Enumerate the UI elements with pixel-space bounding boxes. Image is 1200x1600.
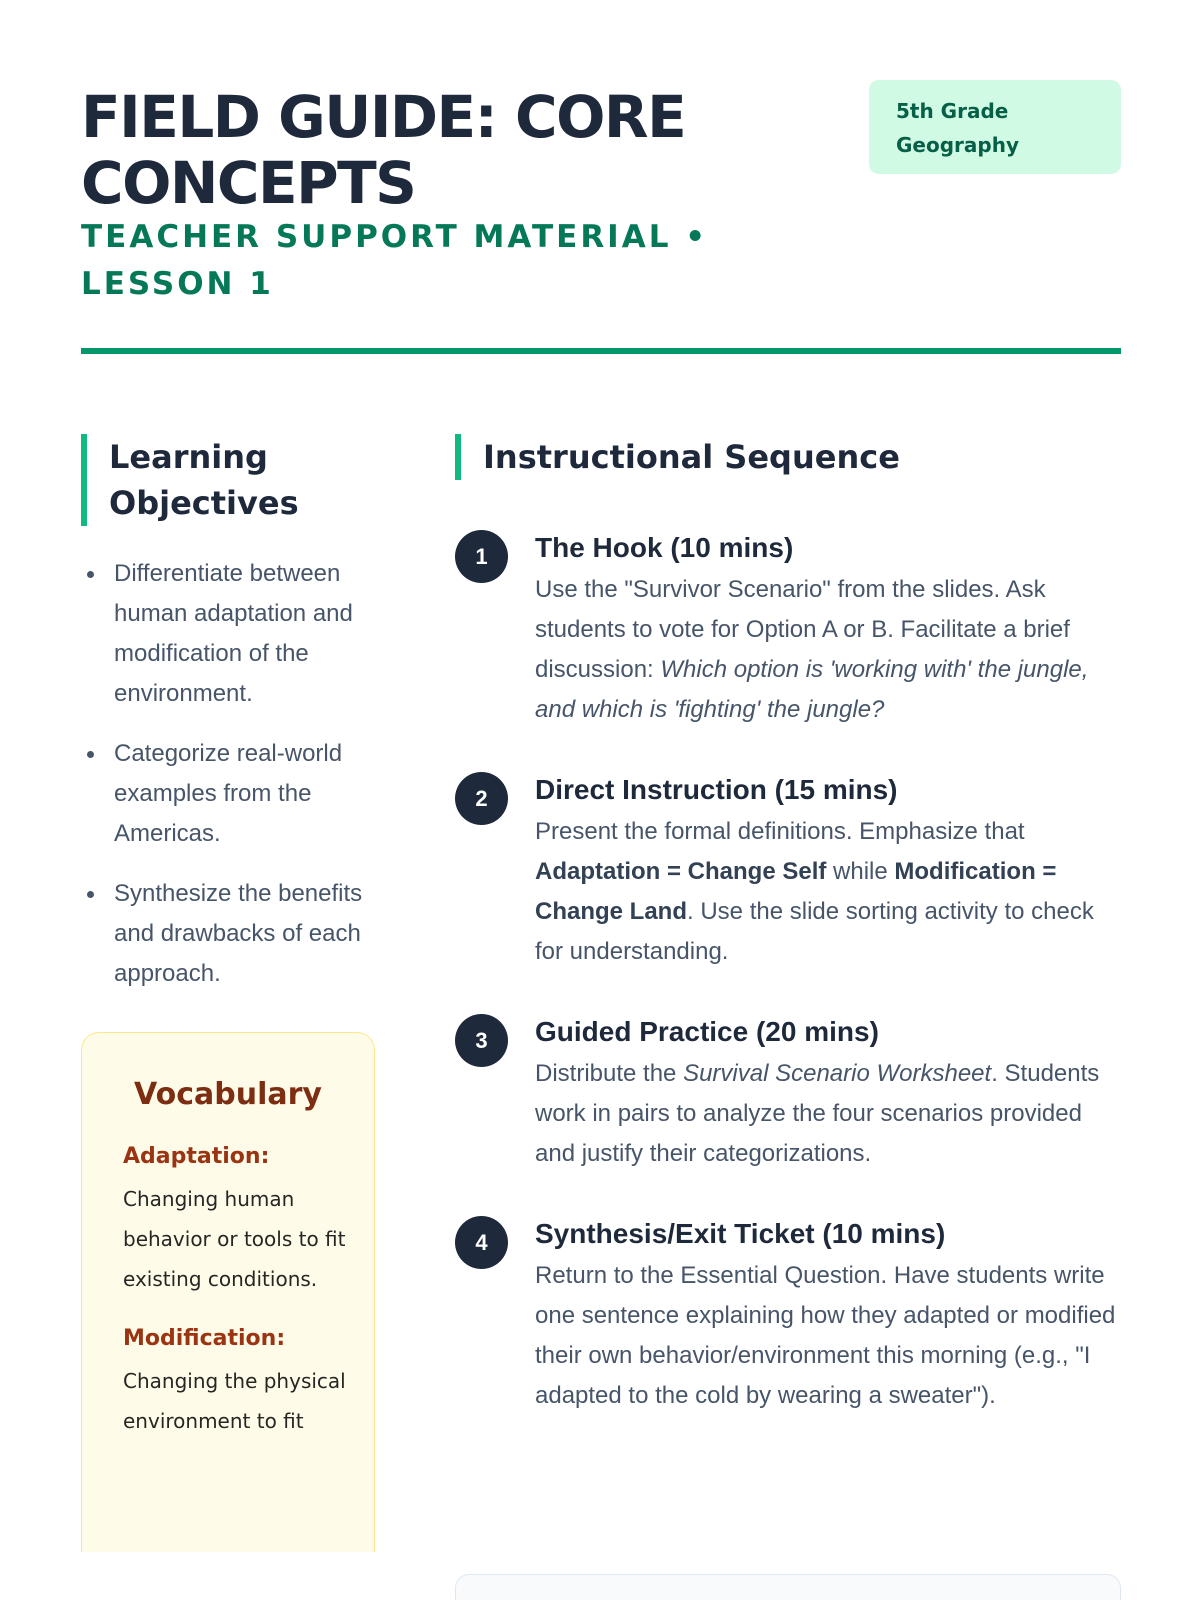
vocab-term: Modification: xyxy=(123,1326,286,1351)
page-title: FIELD GUIDE: CORE CONCEPTS xyxy=(81,83,686,217)
right-column xyxy=(455,434,1121,1456)
step-text: while xyxy=(826,858,895,885)
step-body xyxy=(535,1256,1121,1416)
step-text: . Students work in pairs to analyze the four scenarios provided and justify their categorizations. xyxy=(535,1060,1100,1167)
objective-text: Categorize real-world examples from the Americas. xyxy=(114,740,343,847)
bullet-icon xyxy=(87,891,94,898)
vocabulary-heading: Vocabulary xyxy=(134,1077,322,1112)
objectives-heading: Learning Objectives xyxy=(81,434,375,526)
vocab-term: Adaptation: xyxy=(123,1144,270,1169)
step-bold-text: Modification = Change Land xyxy=(535,858,1057,925)
grade-badge: 5th Grade Geography xyxy=(869,80,1121,174)
page-subtitle: TEACHER SUPPORT MATERIAL • LESSON 1 xyxy=(81,219,709,302)
step-text: Return to the Essential Question. Have students write one sentence explaining how they adapted or modified their own behavior/environment this morning (e.g., "I adapted to the cold by wearing a sweater"). xyxy=(535,1262,1116,1409)
step-item xyxy=(455,1012,1121,1174)
vocabulary-box xyxy=(81,1032,375,1552)
step-item xyxy=(455,528,1121,730)
step-number-badge: 2 xyxy=(455,772,508,825)
step-number-badge: 1 xyxy=(455,530,508,583)
header-divider xyxy=(81,348,1121,354)
vocab-definition: Changing human behavior or tools to fit existing conditions. xyxy=(123,1187,346,1291)
step-text: . Use the slide sorting activity to check for understanding. xyxy=(535,898,1094,965)
objective-text: Synthesize the benefits and drawbacks of each approach. xyxy=(114,880,363,987)
step-title: Guided Practice (20 mins) xyxy=(535,1016,879,1047)
list-item xyxy=(81,874,375,994)
objective-text: Differentiate between human adaptation and modification of the environment. xyxy=(114,560,353,707)
step-item xyxy=(455,770,1121,972)
document-header xyxy=(81,80,1121,350)
objectives-list xyxy=(81,554,375,994)
step-text: Distribute the xyxy=(535,1060,684,1087)
step-number-badge: 3 xyxy=(455,1014,508,1067)
sequence-heading: Instructional Sequence xyxy=(455,434,1121,480)
bullet-icon xyxy=(87,571,94,578)
step-body xyxy=(535,1054,1121,1174)
vocab-definition: Changing the physical environment to fit xyxy=(123,1369,346,1433)
step-text: Use the "Survivor Scenario" from the slides. Ask students to vote for Option A or B. Facilitate a brief discussion: xyxy=(535,576,1070,683)
step-number-badge: 4 xyxy=(455,1216,508,1269)
step-italic-text: Survival Scenario Worksheet xyxy=(683,1060,992,1087)
next-section-box xyxy=(455,1574,1121,1600)
list-item xyxy=(81,734,375,854)
step-title: Direct Instruction (15 mins) xyxy=(535,774,898,805)
left-column xyxy=(81,434,375,1552)
list-item xyxy=(81,554,375,714)
step-bold-text: Adaptation = Change Self xyxy=(535,858,827,885)
step-body xyxy=(535,812,1121,972)
step-title: Synthesis/Exit Ticket (10 mins) xyxy=(535,1218,946,1249)
step-text: Present the formal definitions. Emphasize that xyxy=(535,818,1025,845)
step-list xyxy=(455,528,1121,1416)
step-item xyxy=(455,1214,1121,1416)
bullet-icon xyxy=(87,751,94,758)
step-body xyxy=(535,570,1121,730)
step-title: The Hook (10 mins) xyxy=(535,532,794,563)
step-italic-text: Which option is 'working with' the jungle, and which is 'fighting' the jungle? xyxy=(535,656,1089,723)
